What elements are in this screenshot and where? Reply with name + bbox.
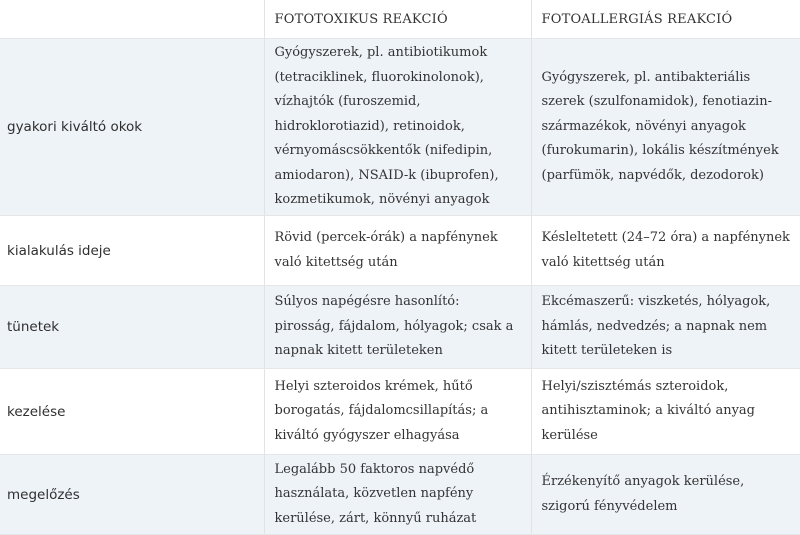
table-row [0,369,800,455]
table-row [0,39,800,216]
phototoxic-cell: Rövid (percek-órák) a napfénynek való kitettség után [264,216,531,286]
phototoxic-cell: Legalább 50 faktoros napvédő használata, közvetlen napfény kerülése, zárt, könnyű ruházat [264,455,531,535]
header-photoallergic: FOTOALLERGIÁS REAKCIÓ [531,0,800,39]
table-row [0,455,800,535]
row-label: kialakulás ideje [0,216,264,286]
photoallergic-cell: Gyógyszerek, pl. antibakteriális szerek (szulfonamidok), fenotiazin-származékok, növényi anyagok (furokumarin), lokális készítmények (parfümök, napvédők, dezodorok) [531,39,800,216]
photoallergic-cell: Ekcémaszerű: viszketés, hólyagok, hámlás, nedvedzés; a napnak nem kitett területeken is [531,286,800,369]
phototoxic-cell: Helyi szteroidos krémek, hűtő borogatás, fájdalomcsillapítás; a kiváltó gyógyszer elhagyása [264,369,531,455]
row-label: megelőzés [0,455,264,535]
table-row [0,216,800,286]
table-row [0,286,800,369]
photoallergic-cell: Érzékenyítő anyagok kerülése, szigorú fényvédelem [531,455,800,535]
row-label: kezelése [0,369,264,455]
header-empty-cell [0,0,264,39]
phototoxic-cell: Súlyos napégésre hasonlító: pirosság, fájdalom, hólyagok; csak a napnak kitett területeken [264,286,531,369]
row-label: tünetek [0,286,264,369]
header-phototoxic: FOTOTOXIKUS REAKCIÓ [264,0,531,39]
photoallergic-cell: Késleltetett (24–72 óra) a napfénynek való kitettség után [531,216,800,286]
row-label: gyakori kiváltó okok [0,39,264,216]
photoallergic-cell: Helyi/szisztémás szteroidok, antihisztaminok; a kiváltó anyag kerülése [531,369,800,455]
header-row [0,0,800,39]
phototoxic-cell: Gyógyszerek, pl. antibiotikumok (tetraciklinek, fluorokinolonok), vízhajtók (furoszemid, hidroklorotiazid), retinoidok, vérnyomáscsökkentők (nifedipin, amiodaron), NSAID-k (ibuprofen), kozmetikumok, növényi anyagok [264,39,531,216]
